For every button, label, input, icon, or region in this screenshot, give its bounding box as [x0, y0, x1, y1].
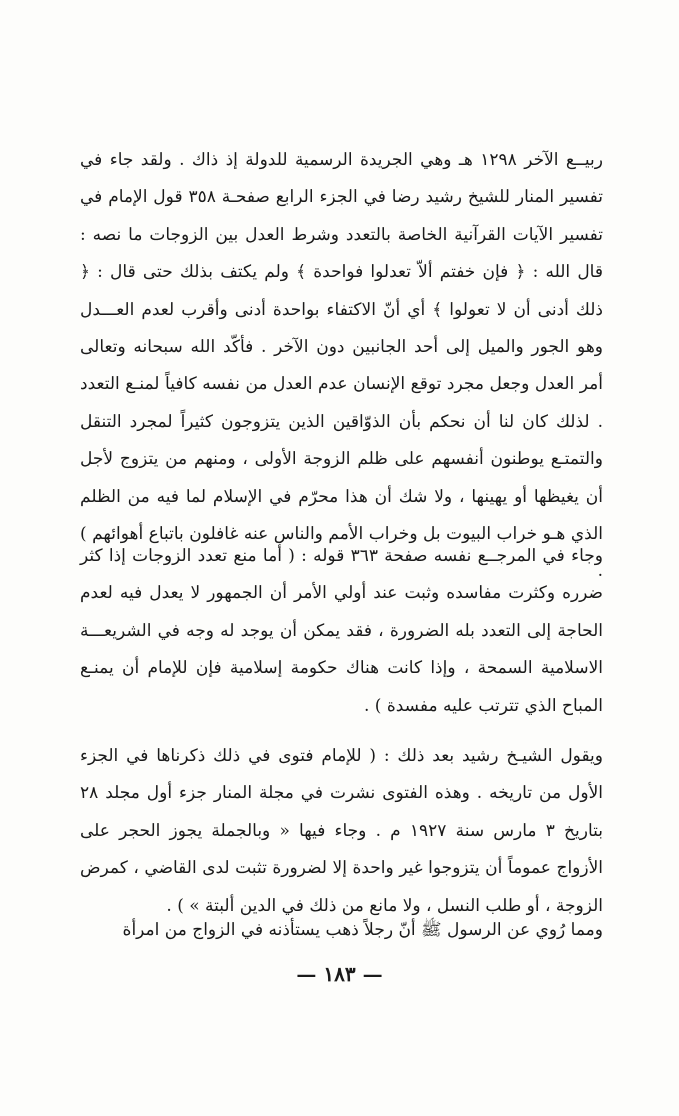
paragraph-text: ربيــع الآخر ١٢٩٨ هـ وهي الجريدة الرسمية للدولة إذ ذاك . ولقد جاء في تفسير المنار للشيخ رشيد رضا في الجزء الرابع صفحـة ٣٥٨ قول الإمام في تفسير الآيات القرآنية الخاصة بالتعدد وشرط العدل بين الزوجات ما نصه : قال الله : ﴿ فإن خفتم ألاّ تعدلوا فواحدة ﴾ ولم يكتف بذلك حتى قال : ﴿ ذلك أدنى أن لا تعولوا ﴾ أي أنّ الاكتفاء بواحدة أدنى وأقرب لعدم العـــدل وهو الجور والميل إلى أحد الجانبين دون الآخر . فأكّد الله سبحانه وتعالى أمر العدل وجعل مجرد توقع الإنسان عدم العدل من نفسه كافياً لمنـع التعدد . لذلك كان لنا أن نحكم بأن الذوّاقين الذين يتزوجون كثيراً لمجرد التنقل والتمتـع يوطنون أنفسهم على ظلم الزوجة الأولى ، ومنهم من يتزوج لأجل أن يغيظها أو يهينها ، ولا شك أن هذا محرّم في الإسلام لما فيه من الظلم الذي هـو خراب البيوت بل وخراب الأمم والناس عنه غافلون باتباع أهوائهم ) . — [80, 150, 604, 582]
paragraph-text: ومما رُوي عن الرسول ﷺ أنّ رجلاً ذهب يستأذنه في الزواج من امرأة — [122, 920, 603, 940]
page-number: — ١٨٣ — — [296, 962, 383, 986]
paragraph-sheikh-rashid — [80, 738, 603, 925]
paragraph-hadith — [80, 912, 603, 949]
paragraph-tafsir-almanar — [80, 142, 603, 591]
paragraph-text: وجاء في المرجــع نفسه صفحة ٣٦٣ قوله : ( أما منع تعدد الزوجات إذا كثر ضرره وكثرت مفاسده وثبت عند أولي الأمر أن الجمهور لا يعدل فيه لعدم الحاجة إلى التعدد بله الضرورة ، فقد يمكن أن يوجد له وجه في الشريعـــة الاسلامية السمحة ، وإذا كانت هناك حكومة إسلامية فإن للإمام أن يمنـع المباح الذي تترتب عليه مفسدة ) . — [80, 546, 603, 716]
paragraph-reference-page-363 — [80, 538, 603, 725]
paragraph-text: ويقول الشيـخ رشيد بعد ذلك : ( للإمام فتوى في ذلك ذكرناها في الجزء الأول من تاريخه . وهذه الفتوى نشرت في مجلة المنار جزء أول مجلد ٢٨ بتاريخ ٣ مارس سنة ١٩٢٧ م . وجاء فيها « وبالجملة يجوز الحجر على الأزواج عموماً أن يتزوجوا غير واحدة إلا لضرورة تثبت لدى القاضي ، كمرض الزوجة ، أو طلب النسل ، ولا مانع من ذلك في الدين ألبتة » ) . — [80, 746, 604, 916]
